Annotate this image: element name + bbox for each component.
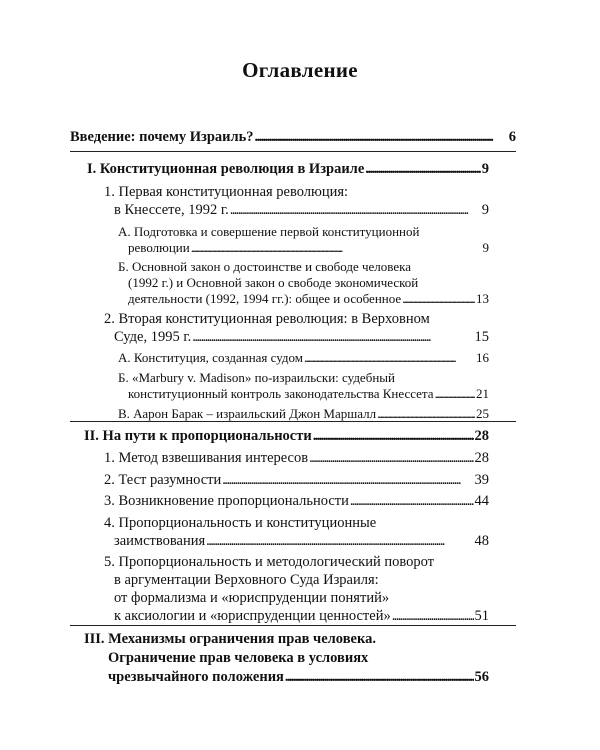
leader-dots (285, 668, 474, 686)
toc-entry-label: от формализма и «юриспруденции понятий» (114, 590, 390, 606)
toc-page-number: 39 (474, 472, 489, 488)
toc-page-number: 21 (476, 386, 489, 401)
toc-entry-label: I. Конституционная революция в Израиле (87, 161, 365, 177)
page-title: Оглавление (242, 58, 358, 82)
toc-page-number: 13 (476, 291, 489, 306)
toc-page-number: 9 (481, 202, 489, 218)
toc-page-number: 25 (476, 406, 489, 421)
toc-entry-label: деятельности (1992, 1994 гг.): общее и особенное (128, 291, 402, 306)
toc-entry-label: заимствования (114, 533, 206, 549)
toc-entry-label: революции (128, 240, 190, 255)
toc-entry-label: к аксиологии и «юриспруденции ценностей» (114, 608, 391, 624)
toc-section-2[interactable] (84, 427, 489, 445)
toc-entry-2-4-line1[interactable] (104, 514, 376, 532)
leader-dots (309, 449, 473, 467)
toc-page-number: 44 (474, 493, 489, 509)
leader-dots (192, 328, 473, 346)
toc-entry-label: А. Подготовка и совершение первой конституционной (118, 224, 420, 239)
toc-page-number: 51 (474, 608, 489, 624)
toc-entry-1-2-b[interactable] (128, 385, 489, 403)
toc-entry-label: чрезвычайного положения (108, 669, 284, 685)
toc-page-number: 9 (482, 240, 489, 255)
toc-page-number: 28 (474, 450, 489, 466)
toc-entry-label: 1. Метод взвешивания интересов (104, 450, 309, 466)
toc-section-3-line2[interactable] (108, 649, 368, 667)
leader-dots (191, 239, 482, 257)
toc-entry-2-5-line1[interactable] (104, 553, 434, 571)
toc-entry-label: 2. Тест разумности (104, 472, 222, 488)
leader-dots (230, 201, 481, 219)
divider-rule (70, 625, 516, 626)
toc-entry-1-1-line1[interactable] (104, 183, 348, 201)
toc-entry-2-2[interactable] (104, 471, 489, 489)
toc-entry-1-1-a[interactable] (128, 239, 489, 257)
leader-dots (402, 290, 475, 308)
toc-entry-label: конституционный контроль законодательства Кнессета (128, 386, 434, 401)
leader-dots (255, 128, 508, 146)
divider-rule (70, 151, 516, 152)
toc-entry-label: В. Аарон Барак – израильский Джон Маршалл (118, 406, 377, 421)
toc-entry-label: Б. «Marbury v. Madison» по-израильски: судебный (118, 370, 395, 385)
toc-entry-1-1-b[interactable] (128, 290, 489, 308)
toc-entry-label: Б. Основной закон о достоинстве и свободе человека (118, 259, 411, 274)
toc-entry-label: 5. Пропорциональность и методологический поворот (104, 554, 435, 570)
toc-entry-1-1[interactable] (114, 201, 489, 219)
toc-entry-introduction[interactable] (70, 128, 516, 146)
leader-dots (304, 349, 475, 367)
toc-entry-2-3[interactable] (104, 492, 489, 510)
toc-page-number: 56 (474, 669, 489, 685)
toc-entry-label: 4. Пропорциональность и конституционные (104, 515, 377, 531)
toc-page-number: 16 (476, 350, 489, 365)
leader-dots (222, 471, 473, 489)
toc-entry-label: в аргументации Верховного Суда Израиля: (114, 572, 379, 588)
toc-entry-2-5[interactable] (114, 607, 489, 625)
toc-entry-label: III. Механизмы ограничения прав человека. (84, 631, 376, 647)
toc-section-3-line1[interactable] (84, 630, 376, 648)
leader-dots (206, 532, 473, 550)
toc-entry-label: А. Конституция, созданная судом (118, 350, 304, 365)
toc-section-1[interactable] (87, 160, 489, 178)
leader-dots (392, 607, 474, 625)
toc-entry-2-5-line3[interactable] (114, 589, 389, 607)
toc-entry-1-2[interactable] (114, 328, 489, 346)
toc-page-number: 9 (481, 161, 489, 177)
toc-entry-label: Введение: почему Израиль? (70, 129, 254, 145)
toc-entry-label: 1. Первая конституционная революция: (104, 184, 349, 200)
toc-entry-label: 3. Возникновение пропорциональности (104, 493, 349, 509)
toc-entry-label: II. На пути к пропорциональности (84, 428, 312, 444)
leader-dots (313, 427, 474, 445)
toc-entry-label: в Кнессете, 1992 г. (114, 202, 229, 218)
toc-entry-label: (1992 г.) и Основной закон о свободе экономической (128, 275, 419, 290)
divider-rule (70, 421, 516, 422)
toc-entry-1-2-a[interactable] (118, 349, 489, 367)
toc-page-number: 15 (474, 329, 489, 345)
toc-section-3[interactable] (108, 668, 489, 686)
toc-page-number: 6 (508, 129, 516, 145)
toc-entry-label: Суде, 1995 г. (114, 329, 192, 345)
leader-dots (365, 160, 480, 178)
toc-entry-2-5-line2[interactable] (114, 571, 379, 589)
leader-dots (350, 492, 474, 510)
toc-entry-1-2-line1[interactable] (104, 310, 430, 328)
toc-entry-label: 2. Вторая конституционная революция: в Верховном (104, 311, 430, 327)
toc-entry-2-1[interactable] (104, 449, 489, 467)
toc-page-number: 28 (474, 428, 489, 444)
leader-dots (435, 385, 475, 403)
toc-entry-2-4[interactable] (114, 532, 489, 550)
toc-page-number: 48 (474, 533, 489, 549)
toc-entry-label: Ограничение прав человека в условиях (108, 650, 369, 666)
